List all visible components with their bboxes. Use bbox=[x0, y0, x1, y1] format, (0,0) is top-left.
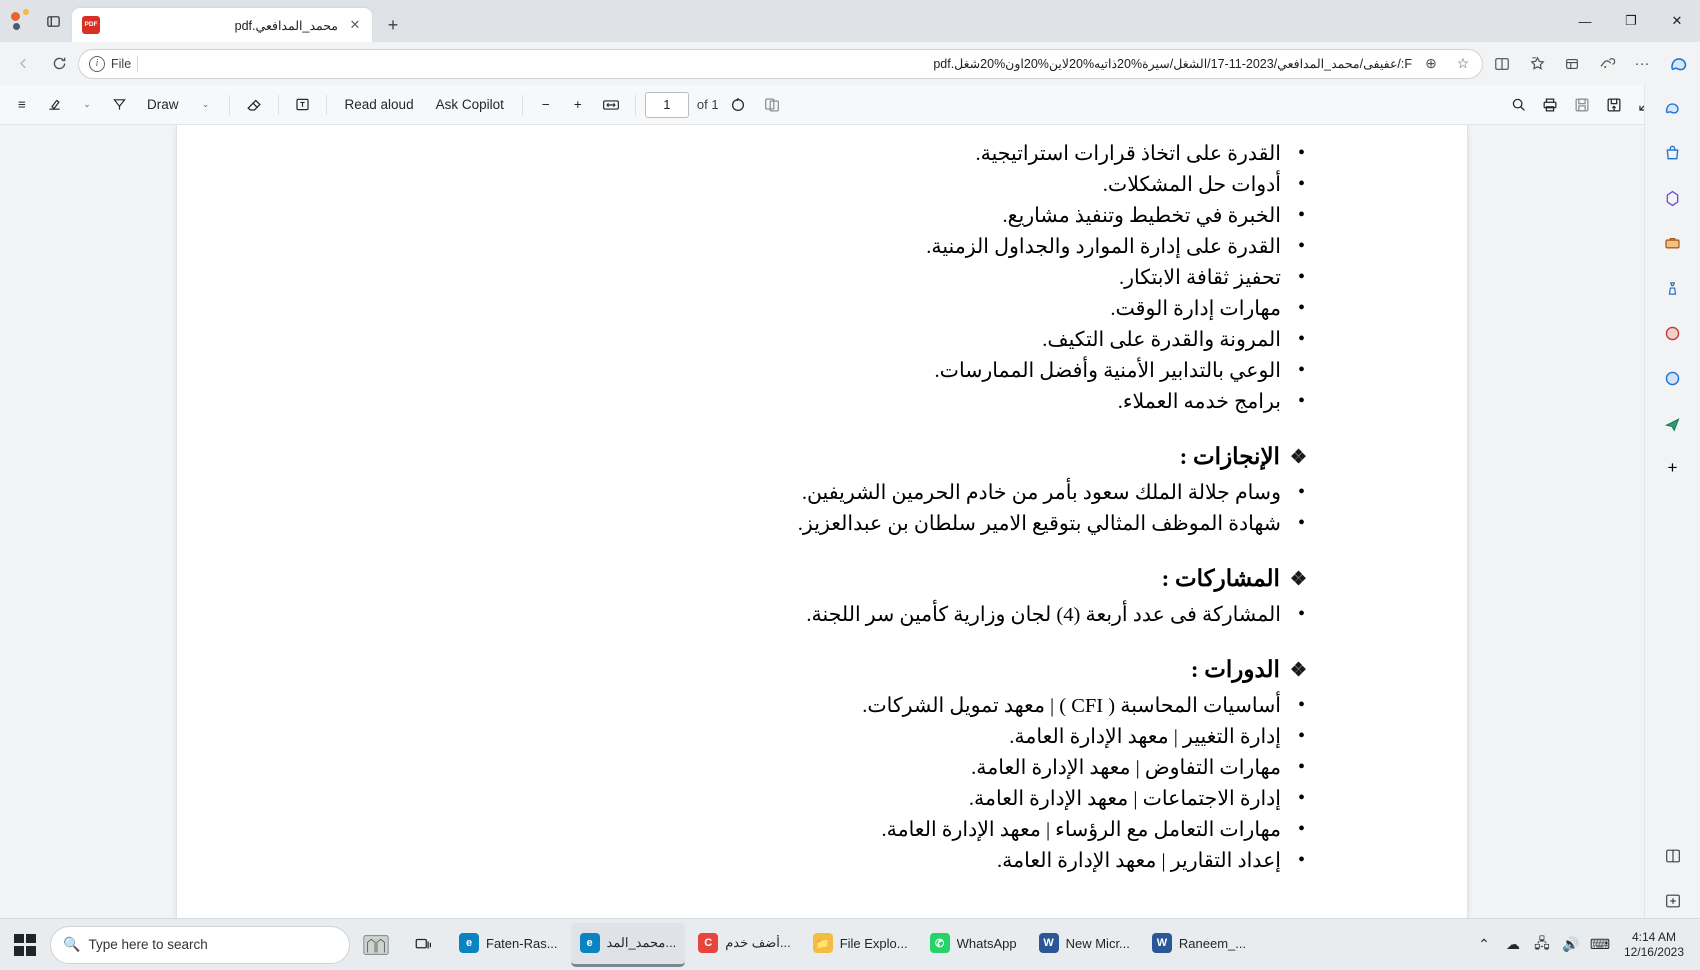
read-aloud-button[interactable]: Read aloud bbox=[344, 97, 414, 112]
windows-taskbar bbox=[0, 918, 1700, 970]
chrome-icon: C bbox=[698, 933, 718, 953]
rotate-button[interactable] bbox=[723, 91, 753, 119]
tabstrip-left-icons bbox=[6, 0, 72, 42]
taskbar-app-label-7: Raneem_... bbox=[1178, 935, 1247, 951]
windows-logo-icon bbox=[14, 934, 36, 956]
pdf-favicon-icon: PDF bbox=[82, 16, 100, 34]
minimize-button[interactable]: — bbox=[1578, 13, 1592, 29]
list-item: • القدرة على إدارة الموارد والجداول الزمنية. bbox=[337, 232, 1307, 263]
taskbar-app-word-raneem[interactable] bbox=[1143, 923, 1255, 967]
sidebar-item-copilot[interactable] bbox=[1656, 91, 1690, 125]
back-icon[interactable] bbox=[6, 47, 40, 81]
favorite-star-icon[interactable]: ☆ bbox=[1456, 55, 1470, 71]
taskbar-app-chrome[interactable] bbox=[689, 923, 799, 967]
tray-chevron-icon[interactable]: ⌃ bbox=[1478, 936, 1490, 952]
tab-strip bbox=[0, 0, 1700, 42]
window-controls bbox=[1562, 0, 1700, 42]
highlight-button[interactable] bbox=[40, 91, 69, 119]
section-heading-participations bbox=[337, 566, 1307, 592]
refresh-icon[interactable] bbox=[42, 47, 76, 81]
list-item: • وسام جلالة الملك سعود بأمر من خادم الحرمين الشريفين. bbox=[337, 478, 1307, 509]
toolbar-sep-4 bbox=[522, 95, 523, 115]
cortana-icon[interactable] bbox=[354, 923, 398, 967]
clock-date: 12/16/2023 bbox=[1623, 944, 1684, 959]
draw-caret[interactable] bbox=[192, 91, 220, 119]
taskbar-search-box[interactable] bbox=[50, 926, 350, 964]
browser-tab[interactable] bbox=[72, 8, 372, 42]
sidebar-item-customize[interactable] bbox=[1656, 884, 1690, 918]
browser-essentials-icon[interactable] bbox=[1590, 47, 1624, 81]
search-icon: 🔍 bbox=[63, 936, 81, 952]
pdf-page-content bbox=[177, 125, 1467, 918]
navigation-bar bbox=[0, 42, 1700, 85]
sidebar-item-split-view[interactable] bbox=[1656, 839, 1690, 873]
list-item: • مهارات التعامل مع الرؤساء | معهد الإدارة العامة. bbox=[337, 815, 1307, 846]
url-scheme-label: File bbox=[111, 56, 132, 71]
toolbar-sep-2 bbox=[278, 95, 279, 115]
maximize-button[interactable]: ❐ bbox=[1625, 13, 1637, 28]
erase-button[interactable] bbox=[239, 91, 269, 119]
chevron-down-icon: ⌄ bbox=[83, 99, 91, 109]
taskbar-app-label: Faten-Ras... bbox=[486, 935, 558, 951]
zoom-in-button[interactable]: + bbox=[573, 97, 582, 112]
taskbar-app-label-5: WhatsApp bbox=[956, 935, 1017, 951]
list-item: • أدوات حل المشكلات. bbox=[337, 170, 1307, 201]
taskbar-app-label-4: File Explo... bbox=[839, 935, 908, 951]
taskbar-app-label-6: New Micr... bbox=[1065, 935, 1130, 951]
start-button[interactable] bbox=[4, 924, 46, 966]
page-number-input[interactable]: 1 bbox=[645, 92, 689, 118]
sidebar-item-bing-chat[interactable] bbox=[1656, 181, 1690, 215]
print-button[interactable] bbox=[1535, 91, 1565, 119]
list-item: • مهارات إدارة الوقت. bbox=[337, 294, 1307, 325]
copilot-icon[interactable] bbox=[1664, 49, 1694, 79]
pdf-toolbar bbox=[0, 85, 1700, 125]
keyboard-layout-icon[interactable]: ⌨ bbox=[1589, 936, 1611, 952]
courses-list bbox=[337, 691, 1307, 877]
list-item: • الوعي بالتدابير الأمنية وأفضل الممارسات. bbox=[337, 356, 1307, 387]
fit-to-page-button[interactable] bbox=[596, 91, 626, 119]
collections-icon[interactable] bbox=[1555, 47, 1589, 81]
word-icon-1: W bbox=[1039, 933, 1059, 953]
volume-icon[interactable]: 🔊 bbox=[1562, 936, 1580, 952]
search-in-document-button[interactable] bbox=[1504, 91, 1533, 119]
toolbar-sep-3 bbox=[326, 95, 327, 115]
section-title-2: المشاركات : bbox=[1161, 566, 1280, 591]
sidebar-item-add[interactable]: + bbox=[1667, 458, 1678, 477]
sidebar-item-tools[interactable] bbox=[1656, 226, 1690, 260]
clock[interactable] bbox=[1618, 930, 1690, 960]
chevron-down-icon-2: ⌄ bbox=[201, 99, 210, 109]
network-icon[interactable]: 🖧 bbox=[1534, 934, 1550, 951]
taskbar-app-word-new[interactable] bbox=[1030, 923, 1139, 967]
achievements-list bbox=[337, 478, 1307, 540]
sidebar-item-drop[interactable] bbox=[1656, 406, 1690, 440]
list-item: • برامج خدمه العملاء. bbox=[337, 387, 1307, 418]
task-view-icon[interactable] bbox=[402, 923, 446, 967]
taskbar-app-faten[interactable] bbox=[450, 923, 567, 967]
save-button[interactable] bbox=[1567, 91, 1597, 119]
tab-title: محمد_المدافعي.pdf bbox=[234, 18, 338, 33]
sidebar-item-outlook[interactable] bbox=[1656, 361, 1690, 395]
diamond-bullet-icon-3: ❖ bbox=[1289, 659, 1307, 681]
skills-bullet-list bbox=[337, 139, 1307, 418]
window-close-button[interactable]: ✕ bbox=[1671, 13, 1683, 28]
taskbar-app-mohammed-pdf[interactable] bbox=[571, 923, 686, 967]
whatsapp-icon: ✆ bbox=[930, 933, 950, 953]
favorites-icon[interactable] bbox=[1520, 47, 1554, 81]
zoom-out-button[interactable]: − bbox=[541, 97, 550, 112]
taskbar-app-file-explorer[interactable] bbox=[804, 923, 917, 967]
system-tray bbox=[1473, 930, 1696, 960]
folder-icon: 📁 bbox=[813, 933, 833, 953]
toggle-sidebar-button[interactable]: ≡ bbox=[18, 97, 26, 112]
split-screen-icon[interactable] bbox=[1485, 47, 1519, 81]
tab-actions-icon[interactable] bbox=[38, 6, 68, 36]
toolbar-sep-5 bbox=[635, 95, 636, 115]
list-item: • شهادة الموظف المثالي بتوقيع الامير سلطان بن عبدالعزيز. bbox=[337, 509, 1307, 540]
document-viewport[interactable] bbox=[0, 125, 1700, 918]
list-item: • إدارة الاجتماعات | معهد الإدارة العامة. bbox=[337, 784, 1307, 815]
edge-sidebar bbox=[1644, 85, 1700, 918]
page-view-button[interactable] bbox=[757, 91, 787, 119]
list-item: • إدارة التغيير | معهد الإدارة العامة. bbox=[337, 722, 1307, 753]
toolbar-sep-1 bbox=[229, 95, 230, 115]
onedrive-icon[interactable]: ☁ bbox=[1505, 936, 1520, 952]
taskbar-app-label-3: أضف خدم... bbox=[725, 935, 791, 950]
settings-and-more-icon[interactable]: ··· bbox=[1634, 55, 1650, 72]
taskbar-app-label-2: محمد_المد... bbox=[606, 935, 677, 950]
sidebar-item-office[interactable] bbox=[1656, 316, 1690, 350]
omnibox-divider bbox=[137, 56, 138, 72]
profile-dots-icon[interactable] bbox=[10, 8, 36, 34]
section-title-3: الدورات : bbox=[1190, 657, 1280, 682]
draw-icon-wrap[interactable] bbox=[105, 91, 134, 119]
list-item: • أساسيات المحاسبة ( CFI ) | معهد تمويل الشركات. bbox=[337, 691, 1307, 722]
word-icon-2: W bbox=[1152, 933, 1172, 953]
url-text[interactable]: F:/عفيفى/محمد_المدافعي/2023-11-17/الشغل/سيرة%20ذاتيه%20لاين%20اون%20شغل.pdf bbox=[933, 57, 1412, 71]
new-tab-button[interactable]: + bbox=[387, 14, 399, 35]
save-as-button[interactable] bbox=[1599, 91, 1629, 119]
section-title: الإنجازات : bbox=[1179, 444, 1280, 469]
sidebar-item-games[interactable] bbox=[1656, 271, 1690, 305]
list-item: • إعداد التقارير | معهد الإدارة العامة. bbox=[337, 846, 1307, 877]
list-item: • تحفيز ثقافة الابتكار. bbox=[337, 263, 1307, 294]
page-info-icon[interactable]: i bbox=[89, 56, 105, 72]
add-text-button[interactable] bbox=[288, 91, 317, 119]
draw-button[interactable]: Draw bbox=[147, 97, 179, 112]
zoom-icon[interactable]: ⊕ bbox=[1425, 55, 1437, 71]
diamond-bullet-icon-2: ❖ bbox=[1289, 568, 1307, 590]
address-bar[interactable] bbox=[78, 49, 1483, 79]
section-heading-courses bbox=[337, 657, 1307, 683]
edge-icon-1: e bbox=[459, 933, 479, 953]
clock-time: 4:14 AM bbox=[1631, 929, 1676, 944]
ask-copilot-button[interactable]: Ask Copilot bbox=[435, 97, 504, 112]
highlight-caret[interactable] bbox=[73, 91, 101, 119]
taskbar-app-whatsapp[interactable] bbox=[921, 923, 1026, 967]
diamond-bullet-icon: ❖ bbox=[1289, 446, 1307, 468]
participations-list bbox=[337, 600, 1307, 631]
search-placeholder-label: Type here to search bbox=[88, 937, 208, 952]
page-total-label: of 1 bbox=[696, 97, 719, 112]
list-item: • القدرة على اتخاذ قرارات استراتيجية. bbox=[337, 139, 1307, 170]
pdf-page bbox=[177, 125, 1467, 918]
list-item: • المرونة والقدرة على التكيف. bbox=[337, 325, 1307, 356]
list-item: • الخبرة في تخطيط وتنفيذ مشاريع. bbox=[337, 201, 1307, 232]
tab-close-icon[interactable]: ✕ bbox=[349, 17, 361, 32]
list-item: • المشاركة فى عدد أربعة (4) لجان وزارية كأمين سر اللجنة. bbox=[337, 600, 1307, 631]
navbar-right-actions bbox=[1485, 47, 1694, 81]
sidebar-item-shopping[interactable] bbox=[1656, 136, 1690, 170]
list-item: • مهارات التفاوض | معهد الإدارة العامة. bbox=[337, 753, 1307, 784]
section-heading-achievements bbox=[337, 444, 1307, 470]
edge-icon-2: e bbox=[580, 933, 600, 953]
